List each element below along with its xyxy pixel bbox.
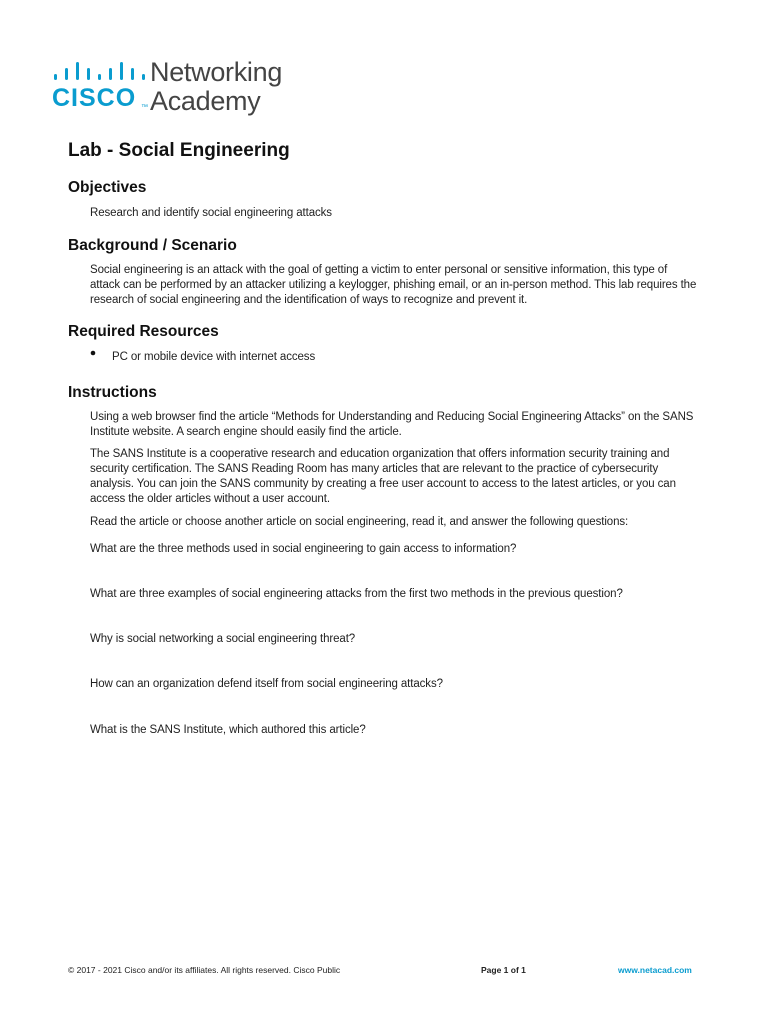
cisco-networking-academy-logo	[52, 56, 302, 116]
instructions-paragraph: Using a web browser find the article “Methods for Understanding and Reducing Social Engineering Attacks” on the SANS Institute website. A search engine should easily find the article.	[90, 411, 694, 438]
objectives-heading: Objectives	[68, 179, 147, 196]
question-item: How can an organization defend itself from social engineering attacks?	[90, 678, 443, 690]
trademark-symbol: ™	[141, 104, 148, 111]
required-resources-heading: Required Resources	[68, 323, 219, 340]
background-text: Social engineering is an attack with the goal of getting a victim to enter personal or sensitive information, this type of attack can be performed by an attacker utilizing a keylogger, phishing email, or an in-person method. This lab requires the research of social engineering and the identification of ways to recognize and prevent it.	[90, 264, 697, 306]
question-item: What are three examples of social engineering attacks from the first two methods in the previous question?	[90, 588, 623, 600]
question-item: What is the SANS Institute, which authored this article?	[90, 724, 366, 736]
instructions-paragraph: Read the article or choose another article on social engineering, read it, and answer the following questions:	[90, 516, 629, 528]
lab-title: Lab - Social Engineering	[68, 140, 290, 161]
footer-website-link[interactable]: www.netacad.com	[618, 965, 692, 975]
objectives-text: Research and identify social engineering attacks	[90, 207, 332, 219]
instructions-paragraph: The SANS Institute is a cooperative research and education organization that offers information security training and security certification. The SANS Reading Room has many articles that are relevant to the practice of cybersecurity analysis. You can join the SANS community by creating a free user account to access to the latest articles, or you can access the older articles without a user account.	[90, 448, 676, 505]
logo-networking-text: Networking	[150, 57, 283, 87]
cisco-wordmark: CISCO	[52, 84, 137, 112]
footer-copyright: © 2017 - 2021 Cisco and/or its affiliates. All rights reserved. Cisco Public	[68, 965, 341, 975]
background-heading: Background / Scenario	[68, 237, 237, 254]
instructions-heading: Instructions	[68, 384, 157, 401]
bullet-icon	[90, 350, 96, 356]
question-item: What are the three methods used in social engineering to gain access to information?	[90, 543, 517, 555]
cisco-bars-icon	[54, 62, 146, 82]
logo-academy-text: Academy	[150, 86, 261, 116]
question-item: Why is social networking a social engineering threat?	[90, 633, 356, 645]
footer-page-number: Page 1 of 1	[481, 965, 526, 975]
resource-item: PC or mobile device with internet access	[112, 351, 316, 363]
